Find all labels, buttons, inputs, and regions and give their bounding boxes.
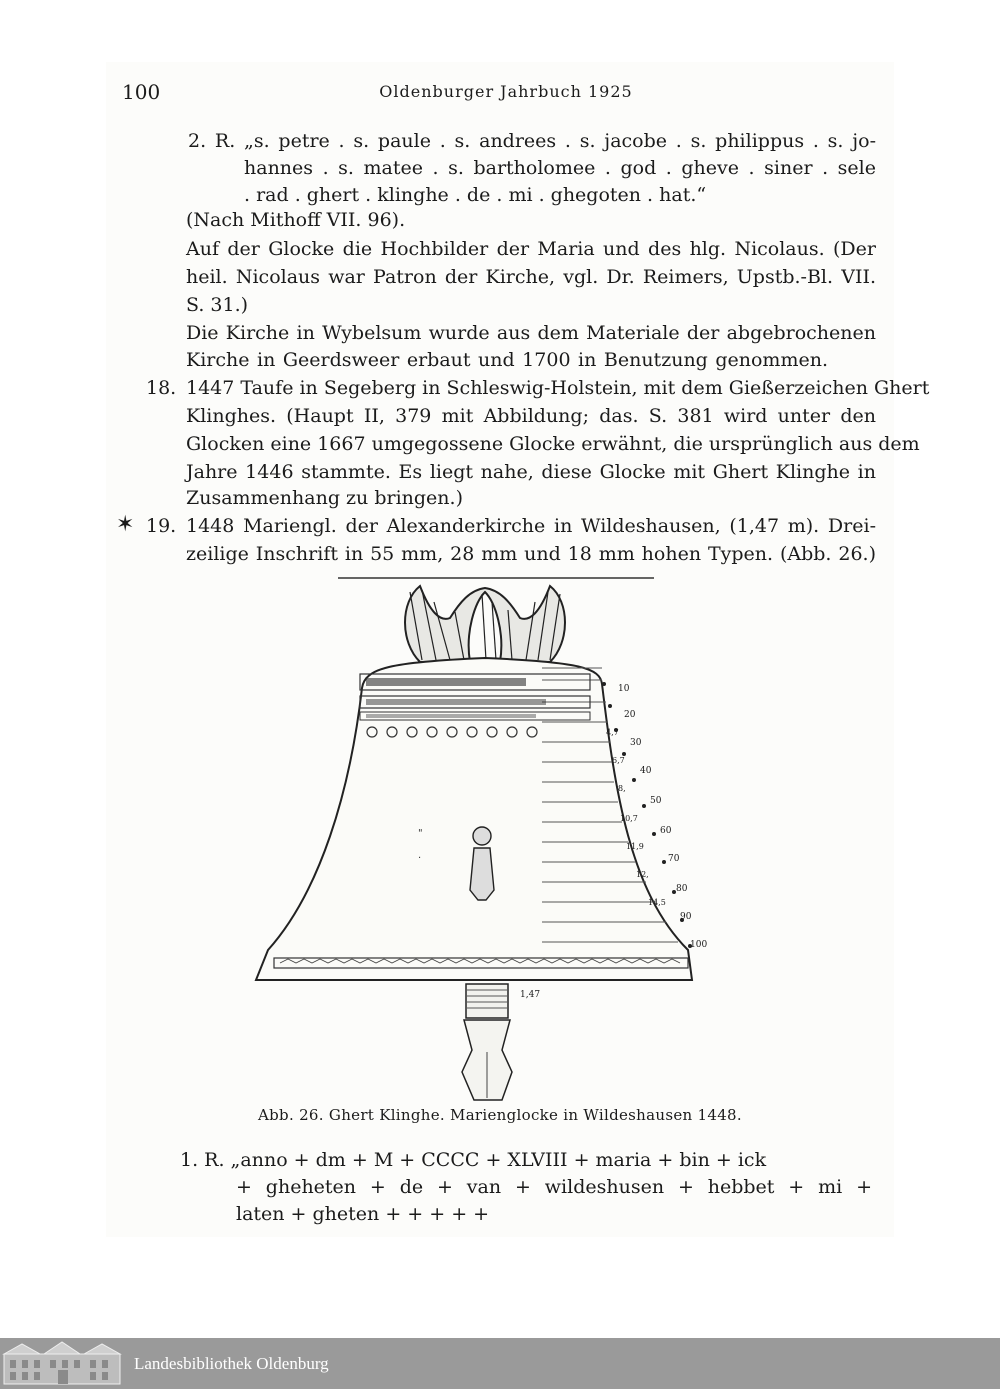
measure-label: 11,9: [626, 842, 644, 851]
measure-label: 14,5: [648, 898, 666, 907]
svg-text:.: .: [418, 850, 422, 861]
measure-label: 12,: [636, 870, 649, 879]
page-number: 100: [122, 80, 161, 104]
measure-label: 10,7: [620, 814, 638, 823]
measure-label: 8,: [618, 784, 626, 793]
inscription-line: . rad . ghert . klinghe . de . mi . ghegoten . hat.“: [244, 184, 707, 206]
bell-drawing: [250, 572, 720, 1102]
scale-label: 70: [668, 854, 680, 864]
scale-label: 100: [690, 940, 708, 950]
entry-line: 1447 Taufe in Segeberg in Schleswig-Holstein, mit dem Gießerzeichen Ghert: [186, 377, 930, 399]
figure-caption: Abb. 26. Ghert Klinghe. Marienglocke in Wildeshausen 1448.: [258, 1106, 742, 1124]
diameter-label: 1,47: [520, 990, 541, 1000]
running-head: Oldenburger Jahrbuch 1925: [379, 82, 633, 101]
source-reference: (Nach Mithoff VII. 96).: [186, 209, 406, 231]
scale-label: 50: [650, 796, 662, 806]
inscription-line: 2. R. „s. petre . s. paule . s. andrees . s. jacobe . s. philippus . s. jo-: [188, 130, 876, 152]
entry-line: zeilige Inschrift in 55 mm, 28 mm und 18 mm hohen Typen. (Abb. 26.): [186, 543, 876, 565]
svg-text:": ": [418, 828, 423, 839]
note-line: heil. Nicolaus war Patron der Kirche, vgl. Dr. Reimers, Upstb.-Bl. VII.: [186, 266, 876, 288]
scale-label: 80: [676, 884, 688, 894]
library-building-icon: [0, 1340, 124, 1386]
scale-label: 30: [630, 738, 642, 748]
entry-line: 1448 Mariengl. der Alexanderkirche in Wildeshausen, (1,47 m). Drei-: [186, 515, 876, 537]
scale-label: 60: [660, 826, 672, 836]
scale-label: 20: [624, 710, 636, 720]
note-line: Auf der Glocke die Hochbilder der Maria und des hlg. Nicolaus. (Der: [186, 238, 876, 260]
inscription-line: + gheheten + de + van + wildeshusen + hebbet + mi +: [236, 1176, 872, 1198]
measure-label: 4,7: [606, 728, 619, 737]
measure-label: 6,7: [612, 756, 625, 765]
page-header: [122, 80, 890, 106]
star-marker: ✶: [116, 512, 135, 537]
inscription-line: hannes . s. matee . s. bartholomee . god . gheve . siner . sele: [244, 157, 876, 179]
entry-line: Glocken eine 1667 umgegossene Glocke erwähnt, die ursprünglich aus dem: [186, 433, 920, 455]
entry-line: Zusammenhang zu bringen.): [186, 487, 463, 509]
library-footer: [0, 1338, 1000, 1389]
entry-number: 18.: [146, 377, 177, 399]
scale-label: 10: [618, 684, 630, 694]
inscription-line: laten + gheten + + + + +: [236, 1203, 490, 1225]
library-name: Landesbibliothek Oldenburg: [134, 1354, 329, 1373]
note-line: Die Kirche in Wybelsum wurde aus dem Materiale der abgebrochenen: [186, 322, 876, 344]
scale-label: 40: [640, 766, 652, 776]
entry-line: Jahre 1446 stammte. Es liegt nahe, diese Glocke mit Ghert Klinghe in: [186, 461, 876, 483]
note-line: S. 31.): [186, 294, 249, 316]
entry-number: 19.: [146, 515, 177, 537]
inscription-line: 1. R. „anno + dm + M + CCCC + XLVIII + maria + bin + ick: [180, 1149, 767, 1171]
scale-label: 90: [680, 912, 692, 922]
note-line: Kirche in Geerdsweer erbaut und 1700 in Benutzung genommen.: [186, 349, 828, 371]
entry-line: Klinghes. (Haupt II, 379 mit Abbildung; das. S. 381 wird unter den: [186, 405, 876, 427]
